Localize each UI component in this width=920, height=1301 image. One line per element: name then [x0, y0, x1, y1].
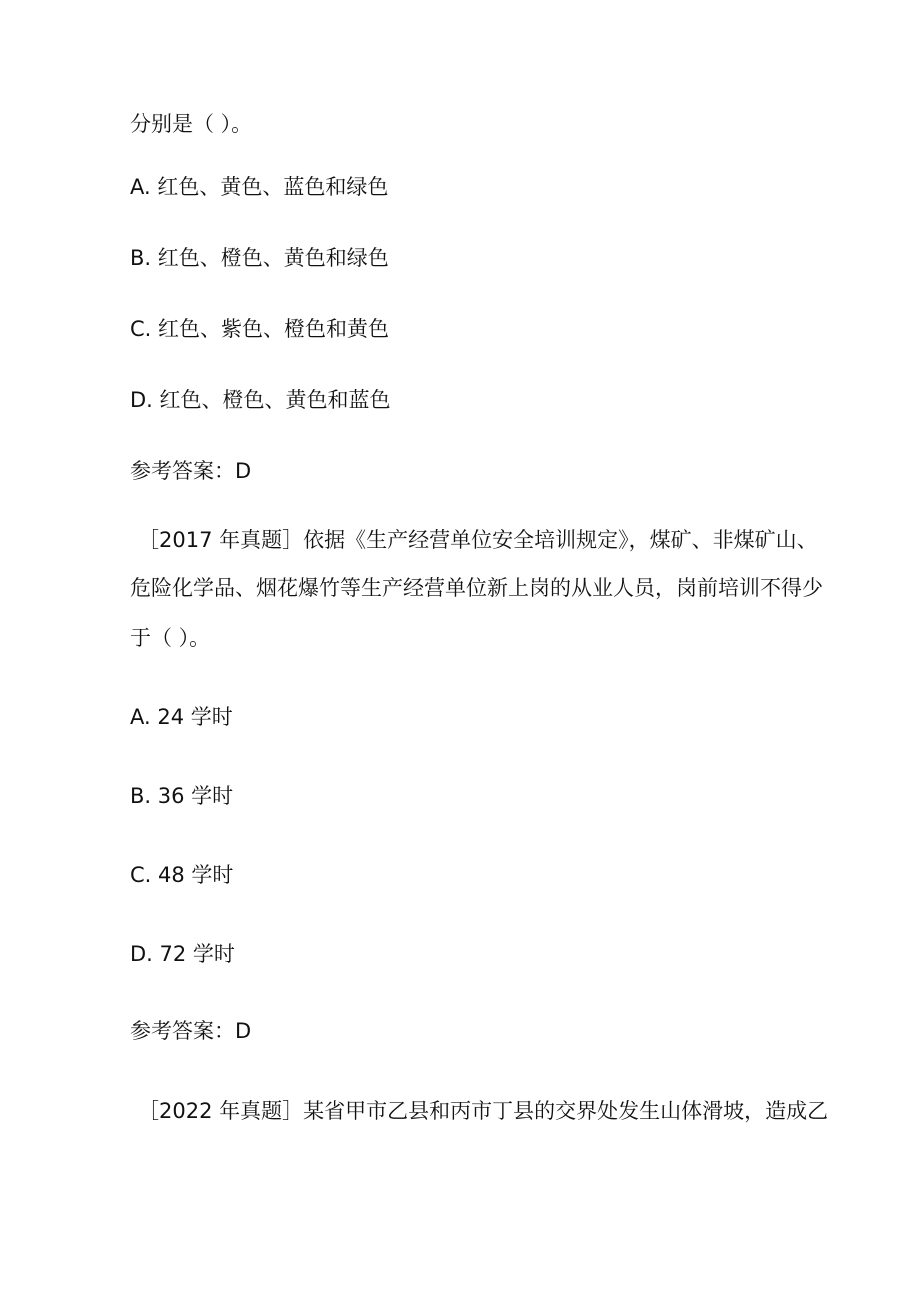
question-stem-tail: 分别是（ ）。 [130, 112, 253, 136]
option-d: D. 红色、橙色、黄色和蓝色 [130, 388, 391, 412]
question-stem-line: 危险化学品、烟花爆竹等生产经营单位新上岗的从业人员，岗前培训不得少 [130, 576, 823, 600]
option-d: D. 72 学时 [130, 942, 235, 966]
option-c: C. 48 学时 [130, 863, 234, 887]
option-a: A. 24 学时 [130, 705, 233, 729]
question-stem-line: 于（ ）。 [130, 626, 211, 650]
option-b: B. 红色、橙色、黄色和绿色 [130, 246, 389, 270]
option-b: B. 36 学时 [130, 784, 234, 808]
answer: 参考答案：D [130, 459, 252, 483]
question-stem-line: ［2017 年真题］依据《生产经营单位安全培训规定》，煤矿、非煤矿山、 [138, 528, 818, 552]
question-stem-line: ［2022 年真题］某省甲市乙县和丙市丁县的交界处发生山体滑坡，造成乙 [138, 1099, 829, 1123]
option-a: A. 红色、黄色、蓝色和绿色 [130, 175, 389, 199]
answer: 参考答案：D [130, 1019, 252, 1043]
option-c: C. 红色、紫色、橙色和黄色 [130, 317, 390, 341]
